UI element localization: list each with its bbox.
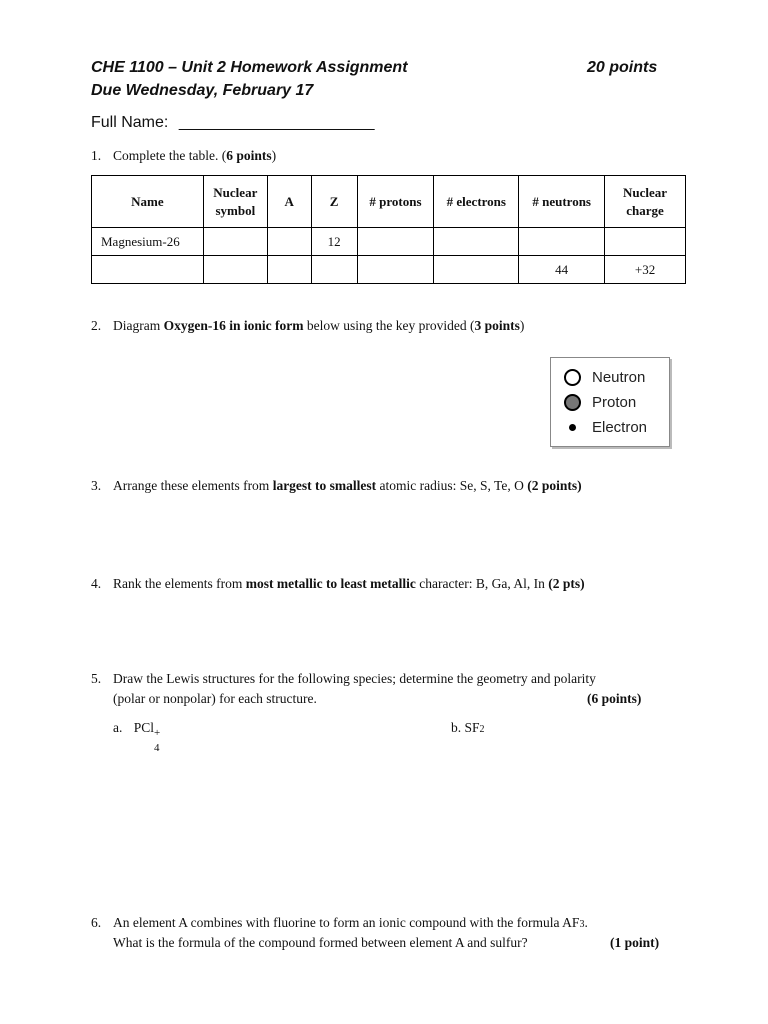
key-row-proton bbox=[561, 391, 636, 413]
question-6 bbox=[91, 913, 671, 955]
table-row bbox=[92, 228, 686, 256]
proton-icon bbox=[564, 394, 581, 411]
question-5-line-1: Draw the Lewis structures for the following species; determine the geometry and polarity bbox=[113, 671, 596, 686]
key-row-neutron bbox=[561, 366, 645, 388]
table-row bbox=[92, 256, 686, 284]
electron-icon bbox=[569, 424, 576, 431]
question-6-line-2: What is the formula of the compound formed between element A and sulfur? bbox=[113, 935, 528, 950]
isotope-table bbox=[91, 175, 686, 284]
neutron-icon bbox=[564, 369, 581, 386]
key-label-proton: Proton bbox=[592, 393, 637, 411]
table-cell[interactable] bbox=[434, 228, 519, 256]
table-header-cell: A bbox=[267, 176, 311, 228]
table-cell[interactable] bbox=[203, 256, 267, 284]
key-label-electron: Electron bbox=[592, 418, 648, 436]
table-cell[interactable] bbox=[267, 256, 311, 284]
question-5-line-2: (polar or nonpolar) for each structure. bbox=[113, 691, 317, 706]
table-header-row bbox=[92, 176, 686, 228]
question-number: 5. bbox=[91, 671, 102, 686]
key-row-electron bbox=[561, 416, 647, 438]
question-5 bbox=[91, 669, 661, 754]
sf2-formula: SF bbox=[464, 720, 480, 735]
table-cell[interactable] bbox=[434, 256, 519, 284]
total-points: 20 points bbox=[587, 59, 658, 76]
due-date: Due Wednesday, February 17 bbox=[91, 82, 314, 99]
table-cell[interactable] bbox=[203, 228, 267, 256]
table-cell[interactable]: +32 bbox=[605, 256, 686, 284]
table-cell[interactable] bbox=[357, 256, 434, 284]
question-number: 3. bbox=[91, 478, 102, 493]
table-header-cell: # electrons bbox=[434, 176, 519, 228]
question-5-points: (6 points) bbox=[587, 691, 642, 706]
part-a: a. PCl + 4 bbox=[113, 720, 161, 754]
table-cell[interactable] bbox=[92, 256, 204, 284]
key-label-neutron: Neutron bbox=[592, 368, 646, 386]
table-header-cell: Nuclear symbol bbox=[203, 176, 267, 228]
full-name-blank: ______________________ bbox=[178, 114, 375, 131]
question-number: 1. bbox=[91, 148, 102, 163]
table-cell[interactable]: 44 bbox=[519, 256, 605, 284]
table-header-cell: Name bbox=[92, 176, 204, 228]
table-header-cell: Nuclear charge bbox=[605, 176, 686, 228]
question-number: 4. bbox=[91, 576, 102, 591]
assignment-title: CHE 1100 – Unit 2 Homework Assignment bbox=[91, 59, 408, 76]
particle-key bbox=[550, 357, 670, 447]
table-header-cell: Z bbox=[311, 176, 357, 228]
table-cell[interactable]: 12 bbox=[311, 228, 357, 256]
full-name-label: Full Name: bbox=[91, 114, 169, 131]
question-number: 2. bbox=[91, 318, 102, 333]
table-cell[interactable] bbox=[357, 228, 434, 256]
full-name-line bbox=[91, 114, 375, 132]
question-6-points: (1 point) bbox=[610, 935, 660, 950]
pcl4-formula: PCl bbox=[133, 720, 155, 735]
table-cell[interactable]: Magnesium-26 bbox=[92, 228, 204, 256]
table-cell[interactable] bbox=[267, 228, 311, 256]
part-b: b. SF2 bbox=[451, 720, 485, 735]
table-cell[interactable] bbox=[311, 256, 357, 284]
table-header-cell: # neutrons bbox=[519, 176, 605, 228]
table-cell[interactable] bbox=[605, 228, 686, 256]
question-6-line-1: An element A combines with fluorine to form an ionic compound with the formula AF3. bbox=[113, 915, 588, 930]
table-cell[interactable] bbox=[519, 228, 605, 256]
question-number: 6. bbox=[91, 915, 102, 930]
table-header-cell: # protons bbox=[357, 176, 434, 228]
